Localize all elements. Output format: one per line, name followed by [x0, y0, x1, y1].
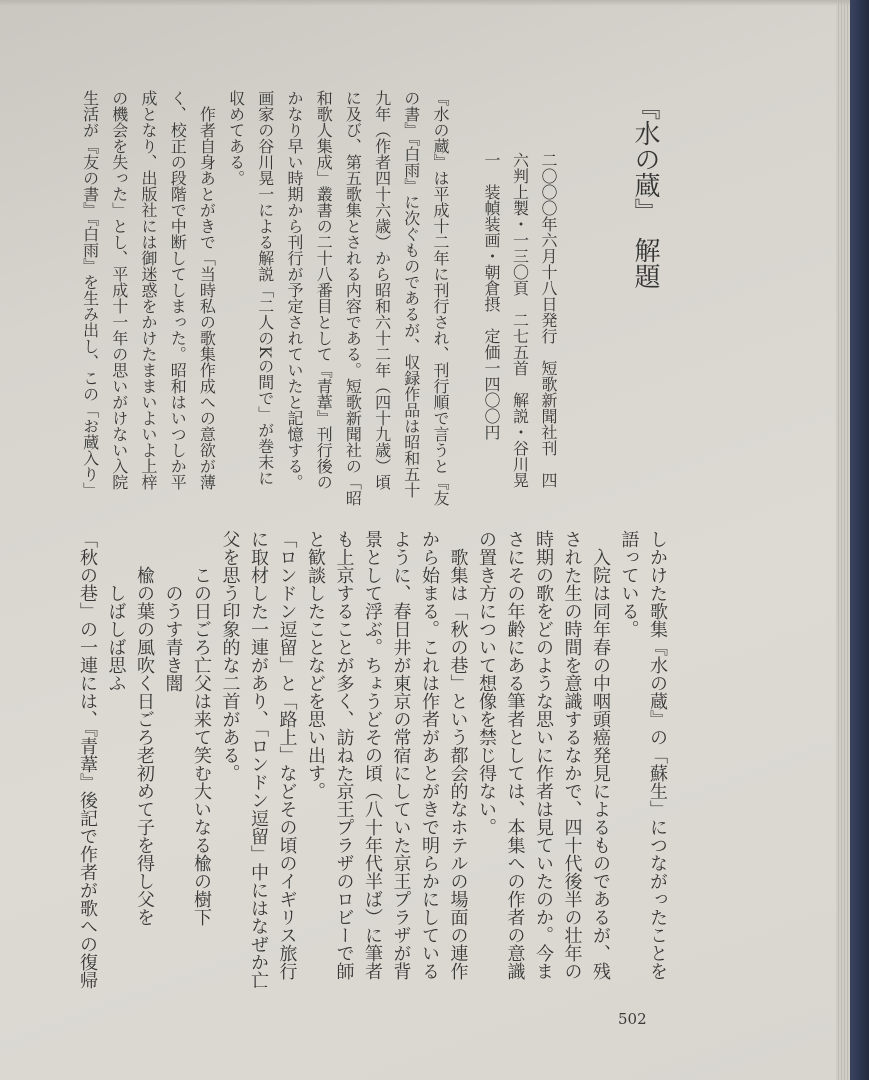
book-cover-edge	[850, 0, 869, 1080]
text-column: く、校正の段階で中断してしまった。昭和はいつしか平	[168, 90, 188, 490]
text-column: かなり早い時期から刊行が予定されていたと記憶する。	[285, 90, 304, 490]
text-column: 九年（作者四十六歳）から昭和六十二年（四十九歳）頃	[372, 90, 392, 490]
text-column: さにその年齢にある筆者としては、本集への作者の意識	[504, 530, 526, 980]
text-column: の置き方について想像を禁じ得ない。	[476, 530, 497, 836]
page-edges	[836, 0, 850, 1080]
text-column: 「ロンドン逗留」と「路上」などその頃のイギリス旅行	[276, 530, 298, 980]
text-column: 成となり、出版社には御迷惑をかけたままいよいよ上梓	[139, 90, 158, 490]
text-column: と歓談したことなどを思い出す。	[305, 530, 326, 800]
text-column: 生活が『友の書』『白雨』を生み出し、この「お蔵入り」	[80, 90, 100, 498]
text-column: 作者自身あとがきで「当時私の歌集作成への意欲が薄	[197, 90, 217, 490]
text-column: 入院は同年春の中咽頭癌発見によるものであるが、残	[590, 530, 611, 980]
text-column: ように、春日井が東京の常宿にしていた京王プラザが背	[390, 530, 412, 980]
text-column: 景として浮ぶ。ちょうどその頃（八十年代半ば）に筆者	[362, 530, 383, 980]
page-number: 502	[618, 1010, 647, 1028]
text-column: しかけた歌集『水の蔵』の「蘇生」につながったことを	[647, 530, 668, 980]
info-line: 一 装幀装画・朝倉摂 定価一四〇〇円	[482, 152, 501, 440]
text-column: 画家の谷川晃一による解説「二人のKの間で」が巻末に	[255, 90, 275, 486]
text-column: された生の時間を意識するなかで、四十代後半の壮年の	[561, 530, 583, 980]
text-column: のうす青き闇	[162, 530, 184, 692]
text-column: この日ごろ亡父は来て笑む大いなる楡の樹下	[191, 530, 212, 926]
text-column: 時期の歌をどのような思いに作者は見ていたのか。今ま	[533, 530, 554, 980]
page-shadow	[0, 0, 850, 6]
text-column: から始まる。これは作者があとがきで明らかにしている	[419, 530, 440, 980]
text-column: の書』『白雨』に次ぐものであるが、収録作品は昭和五十	[401, 90, 421, 498]
text-column: 「秋の巷」の一連には、『青葦』後記で作者が歌への復帰	[77, 530, 98, 989]
text-column: 楡の葉の風吹く日ごろ老初めて子を得し父を	[134, 530, 155, 926]
text-column: も上京することが多く、訪ねた京王プラザのロビーで師	[333, 530, 355, 980]
text-column: に及び、第五歌集とされる内容である。短歌新聞社の「昭	[343, 90, 363, 506]
text-column: 和歌人集成」叢書の二十八番目として『青葦』刊行後の	[314, 90, 334, 490]
text-column: に取材した一連があり、「ロンドン逗留」中にはなぜか亡	[248, 530, 269, 989]
text-column: 父を思う印象的な二首がある。	[219, 530, 241, 782]
info-line: 六判上製・一三〇頁 二七五首 解説・谷川晃	[510, 152, 530, 488]
text-column: しばしば思ふ	[105, 530, 127, 692]
text-column: 語っている。	[618, 530, 640, 638]
text-column: 収めてある。	[226, 90, 246, 186]
info-line: 二〇〇〇年六月十八日発行 短歌新聞社刊 四	[539, 152, 558, 488]
text-column: 『水の蔵』は平成十二年に刊行され、刊行順で言うと『友	[431, 90, 450, 506]
text-column: の機会を失った」とし、平成十一年の思いがけない入院	[109, 90, 129, 490]
section-title: 『水の蔵』 解題	[630, 94, 660, 289]
text-column: 歌集は「秋の巷」という都会的なホテルの場面の連作	[447, 530, 469, 980]
